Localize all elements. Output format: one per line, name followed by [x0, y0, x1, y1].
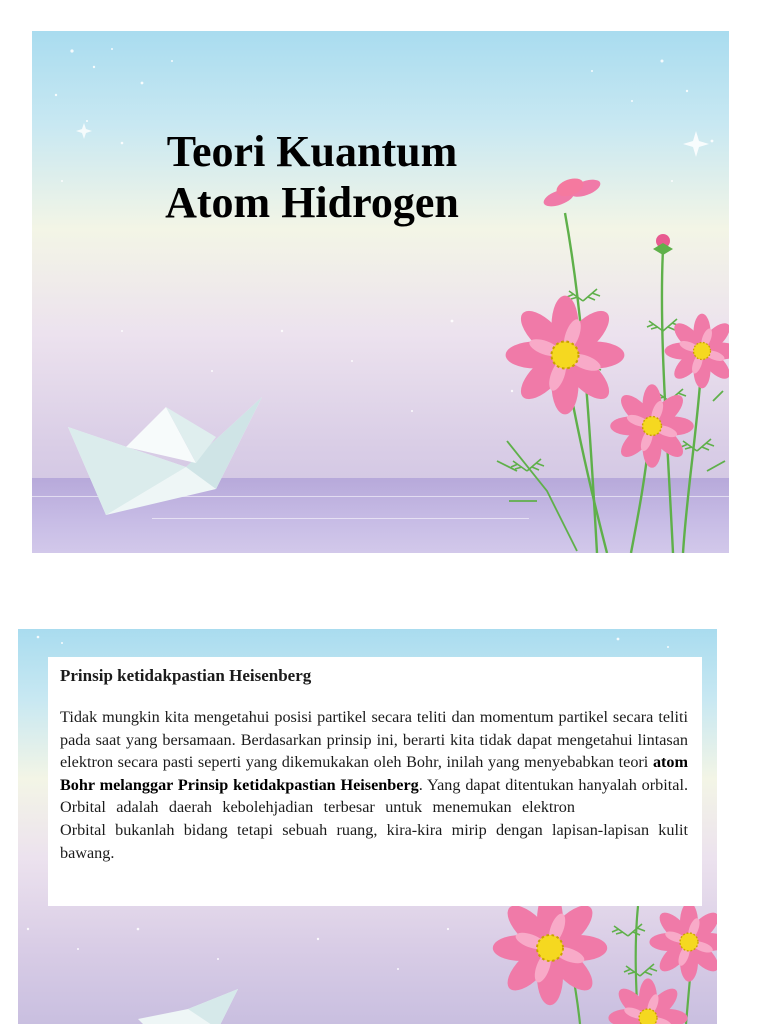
- cosmos-flowers-illustration: [487, 171, 729, 553]
- body-paragraph: [60, 706, 688, 864]
- paragraph-text: Tidak mungkin kita mengetahui posisi partikel secara teliti dan momentum partikel secara teliti pada saat yang bersamaan. Berdasarkan prinsip ini, berarti kita tidak dapat mengetahui lintasan elektron secara pasti seperti yang dikemukakan oleh Bohr, inilah yang menyebabkan teori: [60, 708, 688, 772]
- cosmos-flowers-illustration: [488, 906, 717, 1024]
- text-box: [48, 657, 702, 906]
- paragraph-bold-text: atom Bohr melanggar Prinsip ketidakpastian Heisenberg: [60, 753, 688, 794]
- slide-title: [147, 126, 477, 228]
- section-heading: Prinsip ketidakpastian Heisenberg: [60, 666, 312, 685]
- paper-boat-illustration: [128, 989, 248, 1024]
- paper-boat-illustration: [66, 397, 266, 517]
- paragraph-text: . Yang dapat ditentukan hanyalah orbital. Orbital adalah daerah kebolehjadian terbesar untuk menemukan elektron: [60, 775, 688, 817]
- content-slide: [18, 629, 717, 1024]
- paragraph-text: Orbital bukanlah bidang tetapi sebuah ruang, kira-kira mirip dengan lapisan-lapisan kulit bawang.: [60, 820, 688, 862]
- title-line-1: Teori Kuantum: [166, 127, 458, 176]
- title-slide: [32, 31, 729, 553]
- title-line-2: Atom Hidrogen: [165, 178, 459, 227]
